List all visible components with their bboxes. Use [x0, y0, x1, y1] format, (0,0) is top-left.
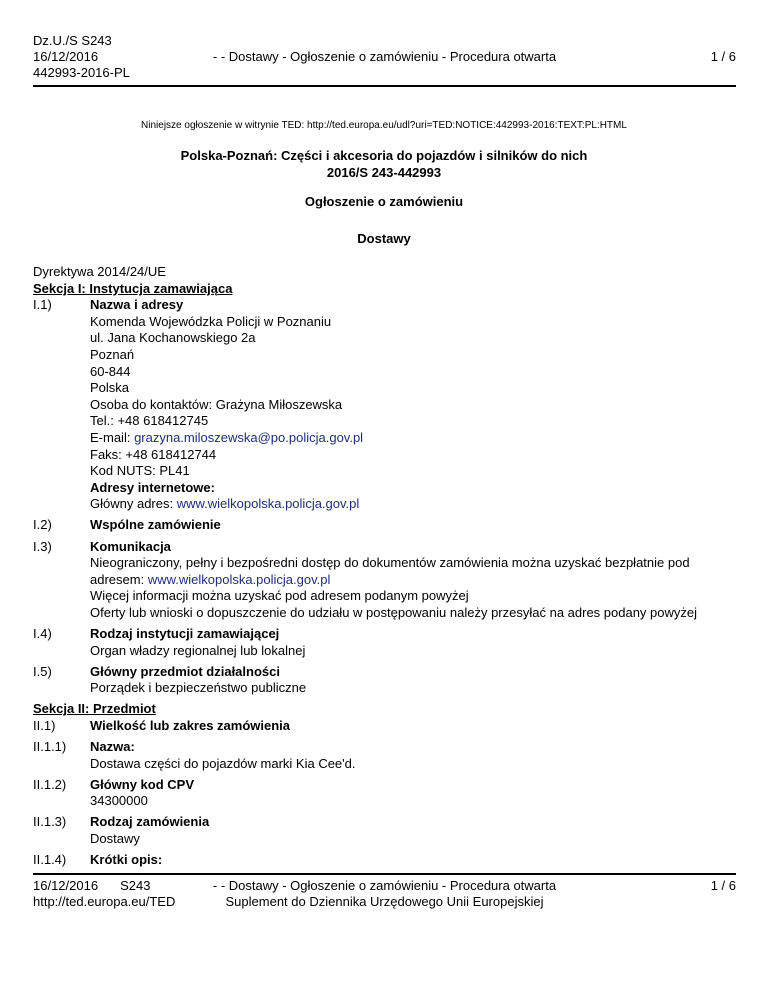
item-body [90, 739, 736, 772]
header-page-number: 1 / 6 [710, 49, 736, 64]
item-body [90, 626, 736, 659]
contact-person: Osoba do kontaktów: Grażyna Miłoszewska [90, 396, 343, 412]
item-i-1 [33, 297, 736, 513]
item-number: II.1.2) [33, 776, 67, 792]
fax: Faks: +48 618412744 [90, 446, 217, 462]
item-body [90, 852, 736, 869]
item-value: Organ władzy regionalnej lub lokalnej [90, 642, 306, 658]
item-body [90, 718, 736, 735]
notice-type: Ogłoszenie o zamówieniu [304, 194, 464, 209]
footer-center-line-1: - - Dostawy - Ogłoszenie o zamówieniu - Procedura otwarta [212, 878, 557, 893]
item-ii-1-4 [33, 852, 736, 869]
item-ii-1-1 [33, 739, 736, 772]
header-rule [33, 85, 736, 87]
access-address-prefix: adresem: [90, 571, 148, 587]
item-body [90, 517, 736, 534]
email-label: E-mail: [90, 429, 135, 445]
section-1-title: Sekcja I: Instytucja zamawiająca [33, 280, 233, 296]
item-label: Rodzaj zamówienia [90, 814, 210, 830]
item-value: Porządek i bezpieczeństwo publiczne [90, 680, 307, 696]
item-i-5 [33, 664, 736, 697]
nuts-code: Kod NUTS: PL41 [90, 463, 190, 479]
postcode: 60-844 [90, 363, 131, 379]
item-number: II.1.4) [33, 852, 67, 868]
footer-center [33, 878, 736, 910]
item-number: I.4) [33, 625, 52, 641]
item-label: Rodzaj instytucji zamawiającej [90, 625, 280, 641]
journal-ref: Dz.U./S S243 [33, 33, 112, 48]
footer-url[interactable]: http://ted.europa.eu/TED [33, 894, 176, 909]
item-ii-1-3 [33, 814, 736, 847]
internet-addresses-label: Adresy internetowe: [90, 479, 215, 495]
item-number: I.3) [33, 538, 52, 554]
email-line [90, 430, 736, 447]
header-center: - - Dostawy - Ogłoszenie o zamówieniu - Procedura otwarta [212, 49, 557, 64]
item-i-3 [33, 539, 736, 622]
document-body [33, 264, 736, 873]
item-i-4 [33, 626, 736, 659]
page-header [33, 33, 736, 86]
ted-notice-link[interactable]: Niniejsze ogłoszenie w witrynie TED: http://ted.europa.eu/udl?uri=TED:NOTICE:442993-2016:TEXT:PL:HTML [141, 120, 627, 131]
document-title [0, 147, 768, 181]
telephone: Tel.: +48 618412745 [90, 413, 209, 429]
item-label: Nazwa i adresy [90, 297, 184, 313]
organization-name: Komenda Wojewódzka Policji w Poznaniu [90, 313, 332, 329]
footer-center-line-2: Suplement do Dziennika Urzędowego Unii Europejskiej [225, 894, 544, 909]
footer-date: 16/12/2016 [33, 878, 99, 893]
street: ul. Jana Kochanowskiego 2a [90, 330, 256, 346]
access-address-link[interactable]: www.wielkopolska.policja.gov.pl [147, 571, 331, 587]
item-i-2 [33, 517, 736, 534]
item-number: II.1) [33, 717, 56, 733]
item-label: Wspólne zamówienie [90, 517, 221, 533]
access-address-line [90, 572, 736, 589]
section-2-title: Sekcja II: Przedmiot [33, 701, 156, 717]
city: Poznań [90, 346, 135, 362]
item-body [90, 539, 736, 622]
notice-id: 442993-2016-PL [33, 65, 130, 80]
item-body [90, 664, 736, 697]
item-label: Główny kod CPV [90, 776, 195, 792]
item-label: Główny przedmiot działalności [90, 663, 280, 679]
main-address-label: Główny adres: [90, 496, 177, 512]
item-label: Nazwa: [90, 739, 135, 755]
country: Polska [90, 380, 130, 396]
item-number: I.5) [33, 663, 52, 679]
item-body [90, 297, 736, 513]
submission-text: Oferty lub wnioski o dopuszczenie do udziału w postępowaniu należy przesyłać na adres podany powyżej [90, 604, 698, 620]
item-label: Krótki opis: [90, 852, 163, 868]
item-value: Dostawy [90, 831, 140, 846]
item-number: II.1.1) [33, 739, 67, 755]
item-ii-1 [33, 718, 736, 735]
item-body [90, 814, 736, 847]
access-text: Nieograniczony, pełny i bezpośredni dostęp do dokumentów zamówienia można uzyskać bezpłatnie pod [90, 555, 690, 571]
item-number: I.2) [33, 517, 52, 533]
item-label: Komunikacja [90, 538, 171, 554]
main-address-line [90, 496, 736, 513]
footer-issue: S243 [120, 878, 151, 893]
item-number: I.1) [33, 297, 52, 313]
item-value: Dostawa części do pojazdów marki Kia Cee'd. [90, 755, 356, 771]
email-link[interactable]: grazyna.miloszewska@po.policja.gov.pl [134, 429, 364, 445]
header-date: 16/12/2016 [33, 49, 99, 64]
footer-page-number: 1 / 6 [710, 878, 736, 893]
directive: Dyrektywa 2014/24/UE [33, 264, 166, 279]
more-info-text: Więcej informacji można uzyskać pod adresem podanym powyżej [90, 588, 469, 604]
footer-rule [33, 873, 736, 875]
item-label: Wielkość lub zakres zamówienia [90, 717, 291, 733]
item-ii-1-2 [33, 777, 736, 810]
title-line-2: 2016/S 243-442993 [326, 165, 442, 180]
contract-type: Dostawy [357, 231, 411, 246]
item-body [90, 777, 736, 810]
item-number: II.1.3) [33, 814, 67, 830]
item-value: 34300000 [90, 793, 148, 809]
title-line-1: Polska-Poznań: Części i akcesoria do pojazdów i silników do nich [180, 148, 588, 163]
main-address-link[interactable]: www.wielkopolska.policja.gov.pl [176, 496, 360, 512]
